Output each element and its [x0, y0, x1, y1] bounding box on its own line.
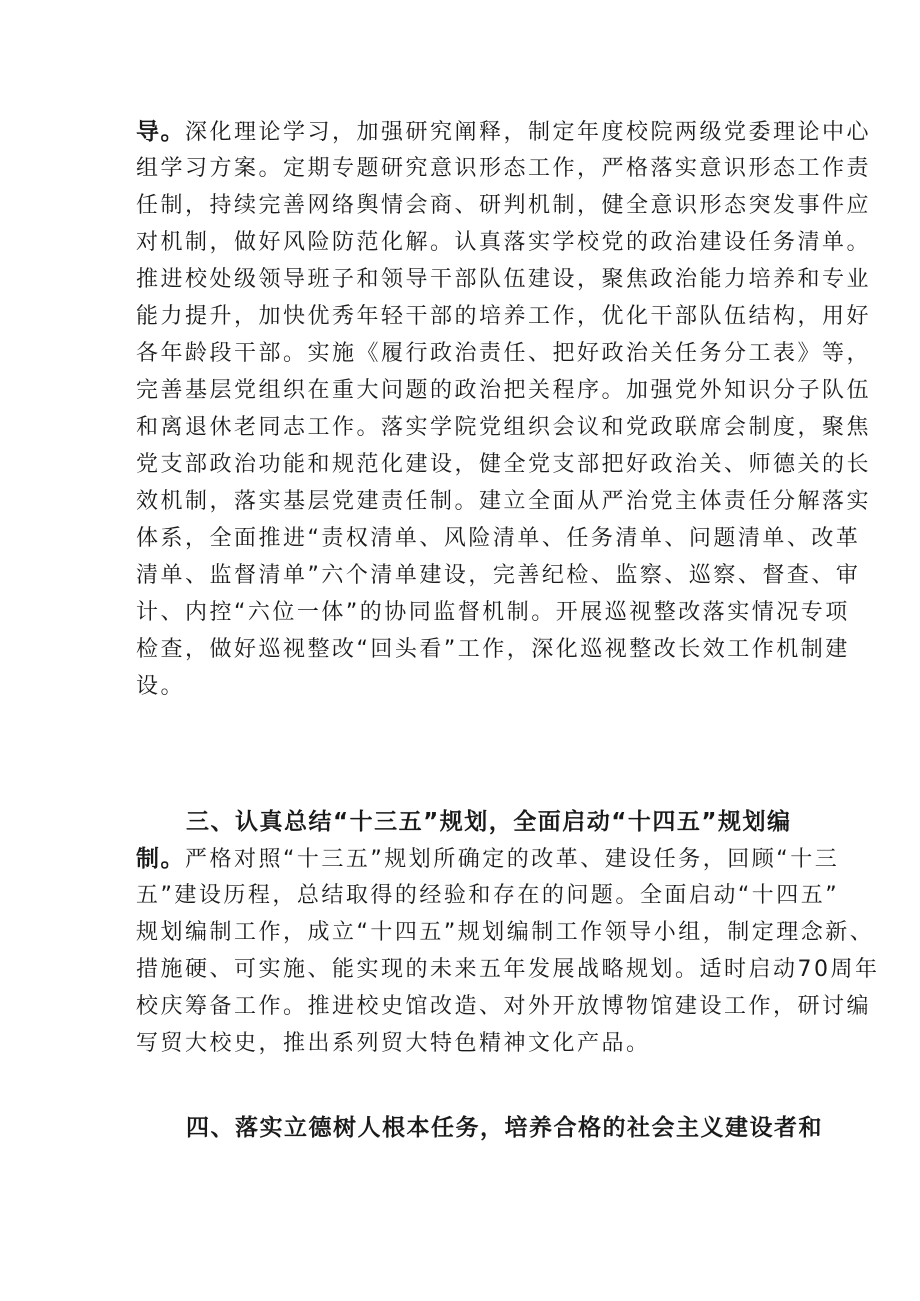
paragraph-line: 各年龄段干部。实施《履行政治责任、把好政治关任务分工表》等，	[136, 341, 872, 366]
bold-lead: 制。	[136, 846, 185, 872]
paragraph-line: 导。深化理论学习，加强研究阐释，制定年度校院两级党委理论中心	[136, 119, 872, 145]
paragraph-line: 组学习方案。定期专题研究意识形态工作，严格落实意识形态工作责	[136, 156, 872, 181]
paragraph-line: 设。	[136, 674, 186, 699]
paragraph-line: 任制，持续完善网络舆情会商、研判机制，健全意识形态突发事件应	[136, 193, 872, 218]
paragraph-line: 制。严格对照“十三五”规划所确定的改革、建设任务，回顾“十三	[136, 846, 840, 872]
section-heading-3: 三、认真总结“十三五”规划，全面启动“十四五”规划编	[186, 809, 792, 835]
bold-lead: 导。	[136, 119, 185, 145]
paragraph-line: 党支部政治功能和规范化建设，健全党支部把好政治关、师德关的长	[136, 452, 872, 477]
paragraph-line: 体系，全面推进“责权清单、风险清单、任务清单、问题清单、改革	[136, 526, 861, 551]
paragraph-line: 规划编制工作，成立“十四五”规划编制工作领导小组，制定理念新、	[136, 920, 875, 945]
paragraph-line: 计、内控“六位一体”的协同监督机制。开展巡视整改落实情况专项	[136, 600, 850, 625]
paragraph-line: 校庆筹备工作。推进校史馆改造、对外开放博物馆建设工作，研讨编	[136, 994, 872, 1019]
paragraph-line: 推进校处级领导班子和领导干部队伍建设，聚焦政治能力培养和专业	[136, 267, 872, 292]
paragraph-line: 效机制，落实基层党建责任制。建立全面从严治党主体责任分解落实	[136, 489, 872, 514]
paragraph-line: 和离退休老同志工作。落实学院党组织会议和党政联席会制度，聚焦	[136, 415, 872, 440]
paragraph-line: 对机制，做好风险防范化解。认真落实学校党的政治建设任务清单。	[136, 230, 872, 255]
paragraph-line: 能力提升，加快优秀年轻干部的培养工作，优化干部队伍结构，用好	[136, 304, 872, 329]
paragraph-line: 清单、监督清单”六个清单建设，完善纪检、监察、巡察、督查、审	[136, 563, 861, 588]
paragraph-line: 检查，做好巡视整改“回头看”工作，深化巡视整改长效工作机制建	[136, 637, 850, 662]
paragraph-line: 写贸大校史，推出系列贸大特色精神文化产品。	[136, 1031, 651, 1056]
section-heading-4: 四、落实立德树人根本任务，培养合格的社会主义建设者和	[186, 1115, 823, 1141]
paragraph-line: 完善基层党组织在重大问题的政治把关程序。加强党外知识分子队伍	[136, 378, 872, 403]
paragraph-line: 五”建设历程，总结取得的经验和存在的问题。全面启动“十四五”	[136, 883, 840, 908]
paragraph-line: 措施硬、可实施、能实现的未来五年发展战略规划。适时启动70周年	[136, 957, 880, 982]
